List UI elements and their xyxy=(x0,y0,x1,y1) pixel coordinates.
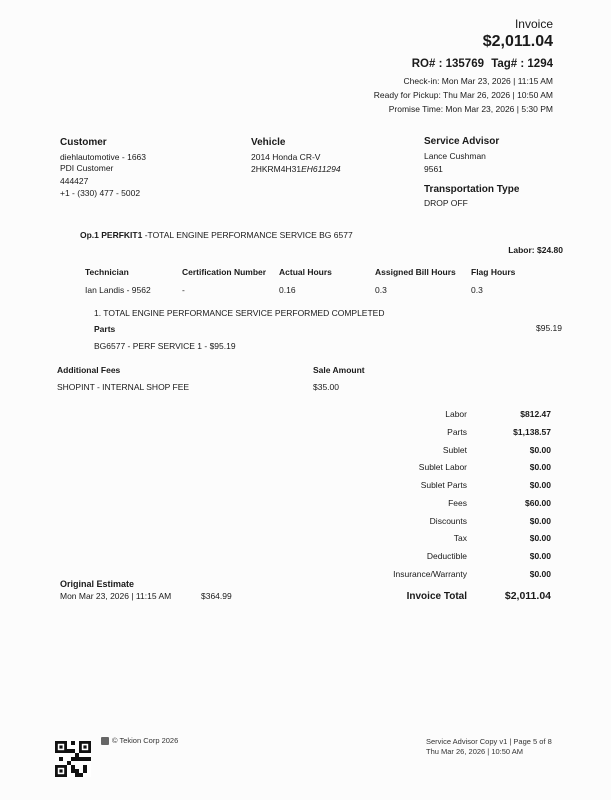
parts-amount: $95.19 xyxy=(536,323,562,333)
advisor-name: Lance Cushman xyxy=(424,151,486,161)
total-label-fees: Fees xyxy=(448,498,467,508)
fee-amount: $35.00 xyxy=(313,382,339,392)
total-label-tax: Tax xyxy=(453,533,467,543)
tech-cert: - xyxy=(182,285,185,295)
tech-header-flag: Flag Hours xyxy=(471,267,516,277)
total-value-sublet-parts: $0.00 xyxy=(529,480,551,490)
advisor-title: Service Advisor xyxy=(424,136,500,147)
total-value-deductible: $0.00 xyxy=(529,551,551,561)
tech-bill-hours: 0.3 xyxy=(375,285,387,295)
total-value-labor: $812.47 xyxy=(520,409,551,419)
operation-title xyxy=(80,230,353,240)
checkin-time: Check-in: Mon Mar 23, 2026 | 11:15 AM xyxy=(403,76,553,86)
customer-id: 444427 xyxy=(60,176,89,186)
estimate-amount: $364.99 xyxy=(201,591,232,601)
op-description: -TOTAL ENGINE PERFORMANCE SERVICE BG 6577 xyxy=(142,230,353,240)
customer-title: Customer xyxy=(60,137,107,148)
fee-line: SHOPINT - INTERNAL SHOP FEE xyxy=(57,382,190,392)
vin-suffix: EH611294 xyxy=(301,164,341,174)
tech-flag-hours: 0.3 xyxy=(471,285,483,295)
total-value-tax: $0.00 xyxy=(529,533,551,543)
ro-tag-line xyxy=(412,58,553,70)
tag-number: 1294 xyxy=(527,58,553,70)
ro-number: 135769 xyxy=(445,58,484,70)
advisor-id: 9561 xyxy=(424,164,443,174)
total-label-sublet-parts: Sublet Parts xyxy=(420,480,467,490)
vehicle-vin xyxy=(251,164,341,174)
copyright: © Tekion Corp 2026 xyxy=(112,736,179,745)
op-code: Op.1 PERFKIT1 xyxy=(80,230,143,240)
promise-time: Promise Time: Mon Mar 23, 2026 | 5:30 PM xyxy=(388,104,553,114)
vehicle-model: 2014 Honda CR-V xyxy=(251,152,321,162)
tech-header-technician: Technician xyxy=(85,267,129,277)
estimate-title: Original Estimate xyxy=(60,579,135,589)
tech-header-actual: Actual Hours xyxy=(279,267,332,277)
customer-name: diehlautomotive - 1663 xyxy=(60,152,147,162)
invoice-total-label: Invoice Total xyxy=(406,591,467,602)
customer-type: PDI Customer xyxy=(60,163,114,173)
total-value-sublet-labor: $0.00 xyxy=(529,462,551,472)
estimate-date: Mon Mar 23, 2026 | 11:15 AM xyxy=(60,591,172,601)
vehicle-title: Vehicle xyxy=(251,137,286,148)
operation-labor: Labor: $24.80 xyxy=(508,245,563,255)
total-value-parts: $1,138.57 xyxy=(513,427,551,437)
tech-header-bill: Assigned Bill Hours xyxy=(375,267,456,277)
transport-value: DROP OFF xyxy=(424,198,468,208)
total-label-sublet-labor: Sublet Labor xyxy=(418,462,467,472)
story-line: 1. TOTAL ENGINE PERFORMANCE SERVICE PERFORMED COMPLETED xyxy=(94,308,385,318)
header-total: $2,011.04 xyxy=(482,33,553,50)
total-label-sublet: Sublet xyxy=(442,445,467,455)
total-label-insurance: Insurance/Warranty xyxy=(393,569,467,579)
total-value-fees: $60.00 xyxy=(525,498,551,508)
total-label-labor: Labor xyxy=(445,409,467,419)
vin-prefix: 2HKRM4H31 xyxy=(251,164,302,174)
tech-header-cert: Certification Number xyxy=(182,267,267,277)
parts-label: Parts xyxy=(94,324,116,334)
total-label-parts: Parts xyxy=(447,427,467,437)
print-date: Thu Mar 26, 2026 | 10:50 AM xyxy=(426,747,524,756)
ready-time: Ready for Pickup: Thu Mar 26, 2026 | 10:50 AM xyxy=(373,90,553,100)
customer-phone: +1 - (330) 477 - 5002 xyxy=(60,188,141,198)
total-label-discounts: Discounts xyxy=(429,516,467,526)
ro-label: RO# : xyxy=(411,58,443,70)
total-value-discounts: $0.00 xyxy=(529,516,551,526)
copy-info: Service Advisor Copy v1 | Page 5 of 8 xyxy=(426,737,552,746)
total-value-insurance: $0.00 xyxy=(529,569,551,579)
tech-actual-hours: 0.16 xyxy=(279,285,296,295)
transport-title: Transportation Type xyxy=(424,184,520,195)
invoice-total-value: $2,011.04 xyxy=(504,590,551,602)
total-label-deductible: Deductible xyxy=(426,551,467,561)
part-line: BG6577 - PERF SERVICE 1 - $95.19 xyxy=(94,341,236,351)
document-type: Invoice xyxy=(514,17,553,31)
qr-code-icon xyxy=(55,741,91,777)
tekion-logo-icon xyxy=(101,737,109,745)
tech-name: Ian Landis - 9562 xyxy=(85,285,151,295)
total-value-sublet: $0.00 xyxy=(529,445,551,455)
tag-label: Tag# : xyxy=(491,58,525,70)
fees-header: Additional Fees xyxy=(57,365,121,375)
fees-amount-header: Sale Amount xyxy=(313,365,365,375)
